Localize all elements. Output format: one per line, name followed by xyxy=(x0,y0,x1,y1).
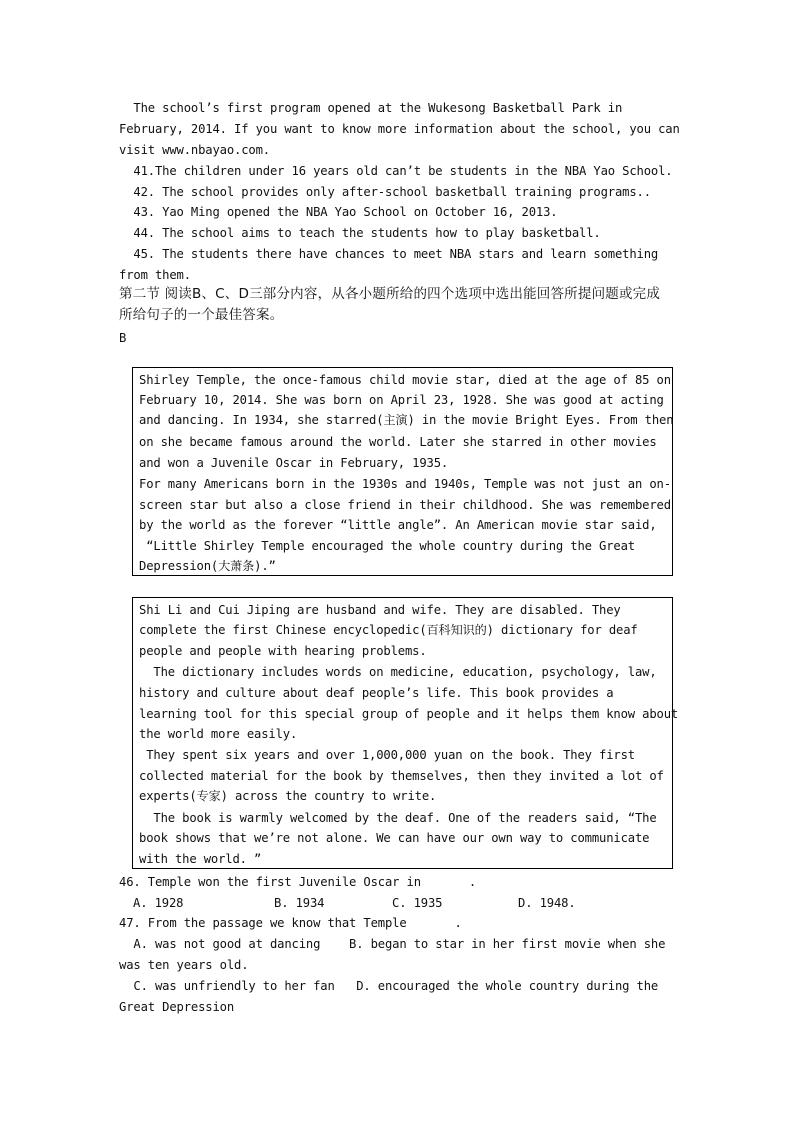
passage-2-line: collected material for the book by themselves, then they invited a lot of xyxy=(139,769,664,783)
option-46-b: B. 1934 xyxy=(274,896,325,910)
passage-1-line: and dancing. In 1934, she starred(主演) in the movie Bright Eyes. From then xyxy=(139,413,674,427)
statement-45: 45. The students there have chances to meet NBA stars and learn something xyxy=(119,247,659,261)
statement-43: 43. Yao Ming opened the NBA Yao School on October 16, 2013. xyxy=(119,205,558,219)
passage-2-line: history and culture about deaf people’s life. This book provides a xyxy=(139,686,614,700)
section-letter: B xyxy=(119,331,127,345)
passage-2-line: The book is warmly welcomed by the deaf. One of the readers said, “The xyxy=(139,811,657,825)
question-47-line: Great Depression xyxy=(119,1000,234,1014)
statement-45-cont: from them. xyxy=(119,268,191,282)
passage-2-line: with the world. ” xyxy=(139,852,262,866)
passage-2-line: The dictionary includes words on medicine, education, psychology, law, xyxy=(139,665,657,679)
option-46-a: A. 1928 xyxy=(133,896,184,910)
question-46-text: 46. Temple won the first Juvenile Oscar in xyxy=(119,875,421,889)
passage-1-line: Depression(大萧条).” xyxy=(139,559,276,573)
passage-2-line: They spent six years and over 1,000,000 yuan on the book. They first xyxy=(139,748,635,762)
question-47-text: 47. From the passage we know that Temple xyxy=(119,916,407,930)
passage-2-line: learning tool for this special group of people and it helps them know about xyxy=(139,707,679,721)
passage-1-line: Shirley Temple, the once-famous child movie star, died at the age of 85 on xyxy=(139,373,671,387)
question-46-end: . xyxy=(468,875,477,889)
intro-line: The school’s first program opened at the Wukesong Basketball Park in xyxy=(119,101,623,115)
passage-2-line: people and people with hearing problems. xyxy=(139,644,427,658)
statement-42: 42. The school provides only after-school basketball training programs.. xyxy=(119,185,651,199)
option-46-d: D. 1948. xyxy=(518,896,576,910)
passage-1-line: screen star but also a close friend in their childhood. She was remembered xyxy=(139,498,671,512)
passage-1-line: on she became famous around the world. Later she starred in other movies xyxy=(139,435,657,449)
passage-2-line: complete the first Chinese encyclopedic(百科知识的) dictionary for deaf xyxy=(139,623,638,637)
option-46-c: C. 1935 xyxy=(392,896,443,910)
question-47-line: A. was not good at dancing B. began to star in her first movie when she xyxy=(119,937,666,951)
question-47-end: . xyxy=(454,916,462,930)
question-47-line: C. was unfriendly to her fan D. encouraged the whole country during the xyxy=(119,979,659,993)
passage-1-line: by the world as the forever “little angle”. An American movie star said, xyxy=(139,518,657,532)
question-46-stem xyxy=(119,874,476,890)
instruction-line: 所给句子的一个最佳答案。 xyxy=(119,307,284,323)
passage-1-line: and won a Juvenile Oscar in February, 1935. xyxy=(139,456,449,470)
passage-2-line: experts(专家) across the country to write. xyxy=(139,789,437,803)
intro-line: February, 2014. If you want to know more information about the school, you can xyxy=(119,122,680,136)
question-47-line: was ten years old. xyxy=(119,958,249,972)
instruction-line: 第二节 阅读B、C、D三部分内容，从各小题所给的四个选项中选出能回答所提问题或完成 xyxy=(119,286,661,302)
intro-line: visit www.nbayao.com. xyxy=(119,143,270,157)
passage-2-line: the world more easily. xyxy=(139,727,298,741)
passage-2-line: Shi Li and Cui Jiping are husband and wife. They are disabled. They xyxy=(139,603,621,617)
passage-1-line: “Little Shirley Temple encouraged the whole country during the Great xyxy=(139,539,635,553)
question-47-stem xyxy=(119,915,462,931)
passage-1-line: For many Americans born in the 1930s and 1940s, Temple was not just an on- xyxy=(139,477,671,491)
statement-44: 44. The school aims to teach the students how to play basketball. xyxy=(119,226,601,240)
passage-2-line: book shows that we’re not alone. We can have our own way to communicate xyxy=(139,831,650,845)
passage-1-line: February 10, 2014. She was born on April 23, 1928. She was good at acting xyxy=(139,393,664,407)
statement-41: 41.The children under 16 years old can’t be students in the NBA Yao School. xyxy=(119,164,673,178)
